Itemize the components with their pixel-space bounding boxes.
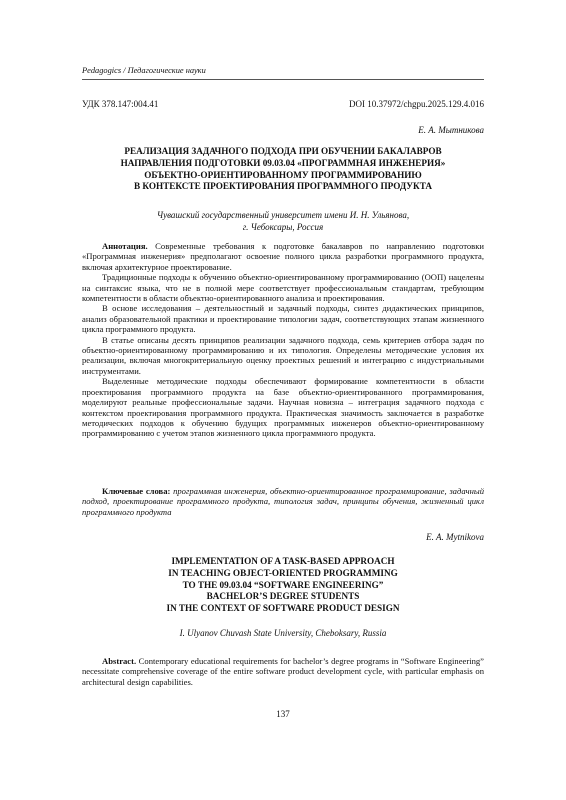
title-ru-line: РЕАЛИЗАЦИЯ ЗАДАЧНОГО ПОДХОДА ПРИ ОБУЧЕНИИ БАКАЛАВРОВ xyxy=(124,146,442,156)
doi-link[interactable]: DOI 10.37972/chgpu.2025.129.4.016 xyxy=(349,99,484,109)
abstract-ru xyxy=(82,241,484,439)
abstract-ru-paragraph: Традиционные подходы к обучению объектно-ориентированному программированию (ООП) нацелены на синтаксис языка, что не в полной мере соответствует профессиональным стандартам, требующим компетентности в области объектно-ориентированного анализа и проектирования. xyxy=(82,272,484,304)
title-ru-line: ОБЪЕКТНО-ОРИЕНТИРОВАННОМУ ПРОГРАММИРОВАНИЮ xyxy=(144,169,422,180)
journal-section-header: Pedagogics / Педагогические науки xyxy=(82,66,206,75)
title-ru-line: НАПРАВЛЕНИЯ ПОДГОТОВКИ 09.03.04 «ПРОГРАММНАЯ ИНЖЕНЕРИЯ» xyxy=(120,157,446,168)
identifiers-row xyxy=(82,99,484,109)
abstract-en-text: Contemporary educational requirements for bachelor’s degree programs in “Software Engineering” necessitate comprehensive coverage of the entire software product development cycle, with particular emphasis on architectural design capabilities. xyxy=(82,656,484,687)
title-en-line: IN THE CONTEXT OF SOFTWARE PRODUCT DESIGN xyxy=(166,603,400,614)
abstract-en xyxy=(82,656,484,687)
abstract-ru-paragraph: В статье описаны десять принципов реализации задачного подхода, семь критериев отбора задач по объектно-ориентированному программированию и их типология. Определены методические условия их реализации, включая многокритериальную оценку проектных решений и интеграцию с индустриальными инструментами. xyxy=(82,334,484,376)
title-ru xyxy=(82,146,484,193)
affiliation-ru-line: Чувашский государственный университет имени И. Н. Ульянова, xyxy=(156,210,410,220)
title-ru-line: В КОНТЕКСТЕ ПРОЕКТИРОВАНИЯ ПРОГРАММНОГО ПРОДУКТА xyxy=(133,181,433,192)
author-en: E. A. Mytnikova xyxy=(426,532,484,542)
abstract-ru-label: Аннотация. xyxy=(102,241,148,251)
abstract-ru-text: Современные требования к подготовке бакалавров по направлению подготовки «Программная инженерия» предполагают освоение полного цикла разработки программного продукта, включая архитектурное проектирование. xyxy=(82,241,484,272)
abstract-ru-paragraph: В основе исследования – деятельностный и задачный подходы, синтез дидактических принципов, анализ образовательной практики и проектирование типологии задач, соответствующих этапам жизненного цикла программного продукта. xyxy=(82,303,484,335)
title-en-line: IN TEACHING OBJECT-ORIENTED PROGRAMMING xyxy=(168,567,398,578)
page-number: 137 xyxy=(276,709,290,719)
title-en xyxy=(82,556,484,615)
title-en-line: IMPLEMENTATION OF A TASK-BASED APPROACH xyxy=(171,556,395,566)
affiliation-ru-line: г. Чебоксары, Россия xyxy=(242,221,324,232)
abstract-en-label: Abstract. xyxy=(102,656,137,666)
abstract-ru-paragraph xyxy=(82,241,484,272)
affiliation-en: I. Ulyanov Chuvash State University, Cheboksary, Russia xyxy=(179,628,387,638)
title-en-line: BACHELOR’S DEGREE STUDENTS xyxy=(206,591,360,602)
header-divider xyxy=(82,79,484,80)
keywords-ru xyxy=(82,486,484,517)
abstract-ru-paragraph: Выделенные методические подходы обеспечивают формирование компетентности в области проектирования программного продукта на базе объектно-ориентированного программирования, моделируют реальные профессиональные задачи. Научная новизна – интеграция задачного подхода с контекстом проектирования программного продукта. Практическая значимость заключается в разработке методических подходов к обучению будущих программных инженеров объектно-ориентированному программированию с учетом этапов жизненного цикла программного продукта. xyxy=(82,376,484,439)
title-en-line: TO THE 09.03.04 “SOFTWARE ENGINEERING” xyxy=(182,579,384,590)
udc-code: УДК 378.147:004.41 xyxy=(82,99,159,109)
keywords-ru-text: программная инженерия, объектно-ориентированное программирование, задачный подход, проектирование программного продукта, типология задач, принципы обучения, жизненный цикл программного продукта xyxy=(82,486,484,517)
affiliation-ru xyxy=(82,210,484,233)
keywords-ru-label: Ключевые слова: xyxy=(102,486,171,496)
author-ru: Е. А. Мытникова xyxy=(418,125,484,135)
